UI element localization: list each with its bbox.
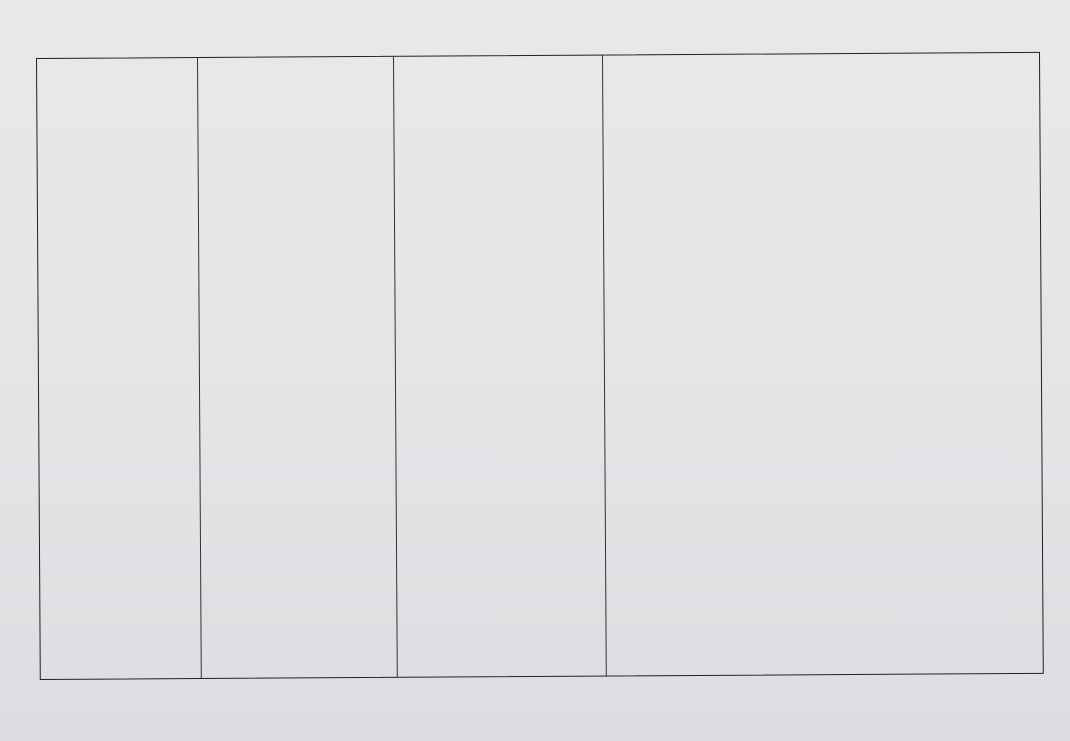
- table-body: [37, 53, 1039, 59]
- column-divider: [197, 58, 202, 678]
- column-divider: [393, 57, 398, 677]
- column-divider: [602, 56, 607, 676]
- cholera-deaths-table: [36, 52, 1044, 680]
